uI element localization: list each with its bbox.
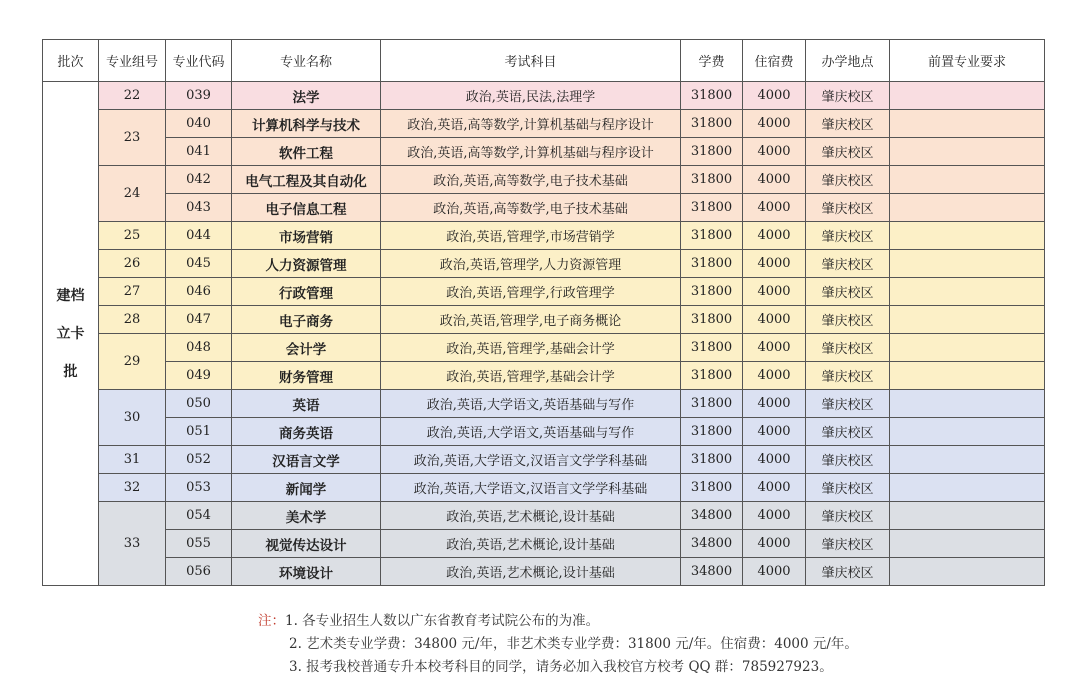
major-code-cell: 049 [166, 362, 232, 390]
table-row [43, 138, 1045, 166]
dorm-fee-cell: 4000 [743, 306, 806, 334]
tuition-cell: 31800 [681, 110, 743, 138]
table-row [43, 194, 1045, 222]
table-row [43, 306, 1045, 334]
header-group-number: 专业组号 [99, 40, 166, 82]
campus-cell: 肇庆校区 [806, 222, 890, 250]
campus-cell: 肇庆校区 [806, 82, 890, 110]
prerequisite-cell [890, 110, 1045, 138]
major-name-cell: 行政管理 [232, 278, 381, 306]
prerequisite-cell [890, 418, 1045, 446]
group-number-cell: 29 [99, 334, 166, 390]
group-number-cell: 26 [99, 250, 166, 278]
major-code-cell: 054 [166, 502, 232, 530]
campus-cell: 肇庆校区 [806, 110, 890, 138]
tuition-cell: 31800 [681, 138, 743, 166]
campus-cell: 肇庆校区 [806, 502, 890, 530]
note-text-3: 3. 报考我校普通专升本校考科目的同学，请务必加入我校官方校考 QQ 群：785927923。 [289, 659, 833, 675]
major-code-cell: 039 [166, 82, 232, 110]
tuition-cell: 31800 [681, 306, 743, 334]
group-number-cell: 25 [99, 222, 166, 250]
tuition-cell: 31800 [681, 250, 743, 278]
dorm-fee-cell: 4000 [743, 82, 806, 110]
batch-label-part: 立卡 [56, 325, 85, 342]
table-row [43, 222, 1045, 250]
major-code-cell: 056 [166, 558, 232, 586]
major-name-cell: 视觉传达设计 [232, 530, 381, 558]
header-exam-subjects: 考试科目 [381, 40, 681, 82]
tuition-cell: 34800 [681, 558, 743, 586]
dorm-fee-cell: 4000 [743, 418, 806, 446]
campus-cell: 肇庆校区 [806, 166, 890, 194]
tuition-cell: 31800 [681, 446, 743, 474]
group-number-cell: 31 [99, 446, 166, 474]
table-row [43, 82, 1045, 110]
exam-subjects-cell: 政治,英语,大学语文,汉语言文学学科基础 [381, 474, 681, 502]
note-text-1: 1. 各专业招生人数以广东省教育考试院公布的为准。 [285, 613, 600, 629]
tuition-cell: 31800 [681, 166, 743, 194]
exam-subjects-cell: 政治,英语,管理学,市场营销学 [381, 222, 681, 250]
exam-subjects-cell: 政治,英语,管理学,基础会计学 [381, 362, 681, 390]
prerequisite-cell [890, 166, 1045, 194]
table-row [43, 250, 1045, 278]
tuition-cell: 31800 [681, 278, 743, 306]
exam-subjects-cell: 政治,英语,管理学,行政管理学 [381, 278, 681, 306]
prerequisite-cell [890, 82, 1045, 110]
exam-subjects-cell: 政治,英语,管理学,基础会计学 [381, 334, 681, 362]
dorm-fee-cell: 4000 [743, 474, 806, 502]
table-row [43, 558, 1045, 586]
major-code-cell: 050 [166, 390, 232, 418]
campus-cell: 肇庆校区 [806, 194, 890, 222]
group-number-cell: 33 [99, 502, 166, 586]
campus-cell: 肇庆校区 [806, 306, 890, 334]
major-code-cell: 041 [166, 138, 232, 166]
major-name-cell: 人力资源管理 [232, 250, 381, 278]
exam-subjects-cell: 政治,英语,管理学,电子商务概论 [381, 306, 681, 334]
tuition-cell: 31800 [681, 194, 743, 222]
dorm-fee-cell: 4000 [743, 390, 806, 418]
campus-cell: 肇庆校区 [806, 474, 890, 502]
dorm-fee-cell: 4000 [743, 166, 806, 194]
campus-cell: 肇庆校区 [806, 446, 890, 474]
tuition-cell: 31800 [681, 390, 743, 418]
note-line-3 [289, 655, 833, 675]
header-prerequisite: 前置专业要求 [890, 40, 1045, 82]
exam-subjects-cell: 政治,英语,艺术概论,设计基础 [381, 530, 681, 558]
table-row [43, 474, 1045, 502]
tuition-cell: 31800 [681, 334, 743, 362]
table-row [43, 418, 1045, 446]
group-number-cell: 22 [99, 82, 166, 110]
major-code-cell: 042 [166, 166, 232, 194]
table-row [43, 362, 1045, 390]
header-batch: 批次 [43, 40, 99, 82]
major-name-cell: 汉语言文学 [232, 446, 381, 474]
major-name-cell: 会计学 [232, 334, 381, 362]
major-code-cell: 052 [166, 446, 232, 474]
table-row [43, 166, 1045, 194]
major-code-cell: 048 [166, 334, 232, 362]
major-code-cell: 046 [166, 278, 232, 306]
header-dorm-fee: 住宿费 [743, 40, 806, 82]
prerequisite-cell [890, 334, 1045, 362]
major-code-cell: 053 [166, 474, 232, 502]
note-line-2 [289, 632, 858, 652]
campus-cell: 肇庆校区 [806, 334, 890, 362]
prerequisite-cell [890, 558, 1045, 586]
tuition-cell: 31800 [681, 418, 743, 446]
major-code-cell: 051 [166, 418, 232, 446]
dorm-fee-cell: 4000 [743, 278, 806, 306]
table-row [43, 530, 1045, 558]
dorm-fee-cell: 4000 [743, 222, 806, 250]
major-name-cell: 软件工程 [232, 138, 381, 166]
prerequisite-cell [890, 306, 1045, 334]
major-code-cell: 055 [166, 530, 232, 558]
campus-cell: 肇庆校区 [806, 138, 890, 166]
table-row [43, 110, 1045, 138]
major-code-cell: 043 [166, 194, 232, 222]
table-body [43, 82, 1045, 586]
exam-subjects-cell: 政治,英语,高等数学,计算机基础与程序设计 [381, 138, 681, 166]
group-number-cell: 23 [99, 110, 166, 166]
prerequisite-cell [890, 530, 1045, 558]
group-number-cell: 27 [99, 278, 166, 306]
major-name-cell: 市场营销 [232, 222, 381, 250]
batch-cell [43, 82, 99, 586]
prerequisite-cell [890, 362, 1045, 390]
major-code-cell: 047 [166, 306, 232, 334]
tuition-cell: 31800 [681, 474, 743, 502]
major-name-cell: 财务管理 [232, 362, 381, 390]
campus-cell: 肇庆校区 [806, 390, 890, 418]
major-code-cell: 044 [166, 222, 232, 250]
note-text-2: 2. 艺术类专业学费：34800 元/年，非艺术类专业学费：31800 元/年。住宿费：4000 元/年。 [289, 636, 858, 652]
table-row [43, 334, 1045, 362]
major-name-cell: 英语 [232, 390, 381, 418]
major-code-cell: 045 [166, 250, 232, 278]
prerequisite-cell [890, 278, 1045, 306]
dorm-fee-cell: 4000 [743, 110, 806, 138]
major-name-cell: 计算机科学与技术 [232, 110, 381, 138]
exam-subjects-cell: 政治,英语,大学语文,汉语言文学学科基础 [381, 446, 681, 474]
prerequisite-cell [890, 138, 1045, 166]
major-name-cell: 电气工程及其自动化 [232, 166, 381, 194]
dorm-fee-cell: 4000 [743, 502, 806, 530]
note-line-1 [258, 609, 599, 629]
major-name-cell: 法学 [232, 82, 381, 110]
dorm-fee-cell: 4000 [743, 138, 806, 166]
dorm-fee-cell: 4000 [743, 530, 806, 558]
major-name-cell: 电子商务 [232, 306, 381, 334]
exam-subjects-cell: 政治,英语,高等数学,计算机基础与程序设计 [381, 110, 681, 138]
prerequisite-cell [890, 194, 1045, 222]
exam-subjects-cell: 政治,英语,管理学,人力资源管理 [381, 250, 681, 278]
table-row [43, 502, 1045, 530]
major-name-cell: 新闻学 [232, 474, 381, 502]
prerequisite-cell [890, 474, 1045, 502]
prerequisite-cell [890, 502, 1045, 530]
exam-subjects-cell: 政治,英语,高等数学,电子技术基础 [381, 194, 681, 222]
batch-label-part: 批 [63, 363, 78, 380]
table-row [43, 390, 1045, 418]
header-campus: 办学地点 [806, 40, 890, 82]
exam-subjects-cell: 政治,英语,民法,法理学 [381, 82, 681, 110]
tuition-cell: 31800 [681, 222, 743, 250]
major-code-cell: 040 [166, 110, 232, 138]
group-number-cell: 24 [99, 166, 166, 222]
major-name-cell: 美术学 [232, 502, 381, 530]
table-row [43, 278, 1045, 306]
exam-subjects-cell: 政治,英语,大学语文,英语基础与写作 [381, 418, 681, 446]
dorm-fee-cell: 4000 [743, 446, 806, 474]
batch-label-part: 建档 [56, 287, 85, 304]
campus-cell: 肇庆校区 [806, 250, 890, 278]
dorm-fee-cell: 4000 [743, 558, 806, 586]
exam-subjects-cell: 政治,英语,高等数学,电子技术基础 [381, 166, 681, 194]
campus-cell: 肇庆校区 [806, 418, 890, 446]
admissions-table [42, 39, 1045, 586]
header-tuition: 学费 [681, 40, 743, 82]
header-major-code: 专业代码 [166, 40, 232, 82]
table-row [43, 446, 1045, 474]
tuition-cell: 34800 [681, 530, 743, 558]
exam-subjects-cell: 政治,英语,大学语文,英语基础与写作 [381, 390, 681, 418]
group-number-cell: 32 [99, 474, 166, 502]
major-name-cell: 环境设计 [232, 558, 381, 586]
dorm-fee-cell: 4000 [743, 334, 806, 362]
prerequisite-cell [890, 390, 1045, 418]
header-major-name: 专业名称 [232, 40, 381, 82]
campus-cell: 肇庆校区 [806, 278, 890, 306]
tuition-cell: 31800 [681, 82, 743, 110]
prerequisite-cell [890, 222, 1045, 250]
exam-subjects-cell: 政治,英语,艺术概论,设计基础 [381, 502, 681, 530]
prerequisite-cell [890, 446, 1045, 474]
dorm-fee-cell: 4000 [743, 362, 806, 390]
major-name-cell: 电子信息工程 [232, 194, 381, 222]
group-number-cell: 30 [99, 390, 166, 446]
campus-cell: 肇庆校区 [806, 558, 890, 586]
campus-cell: 肇庆校区 [806, 530, 890, 558]
tuition-cell: 34800 [681, 502, 743, 530]
prerequisite-cell [890, 250, 1045, 278]
group-number-cell: 28 [99, 306, 166, 334]
campus-cell: 肇庆校区 [806, 362, 890, 390]
note-label: 注： [258, 613, 285, 629]
exam-subjects-cell: 政治,英语,艺术概论,设计基础 [381, 558, 681, 586]
dorm-fee-cell: 4000 [743, 194, 806, 222]
header-row [43, 40, 1045, 82]
major-name-cell: 商务英语 [232, 418, 381, 446]
tuition-cell: 31800 [681, 362, 743, 390]
dorm-fee-cell: 4000 [743, 250, 806, 278]
